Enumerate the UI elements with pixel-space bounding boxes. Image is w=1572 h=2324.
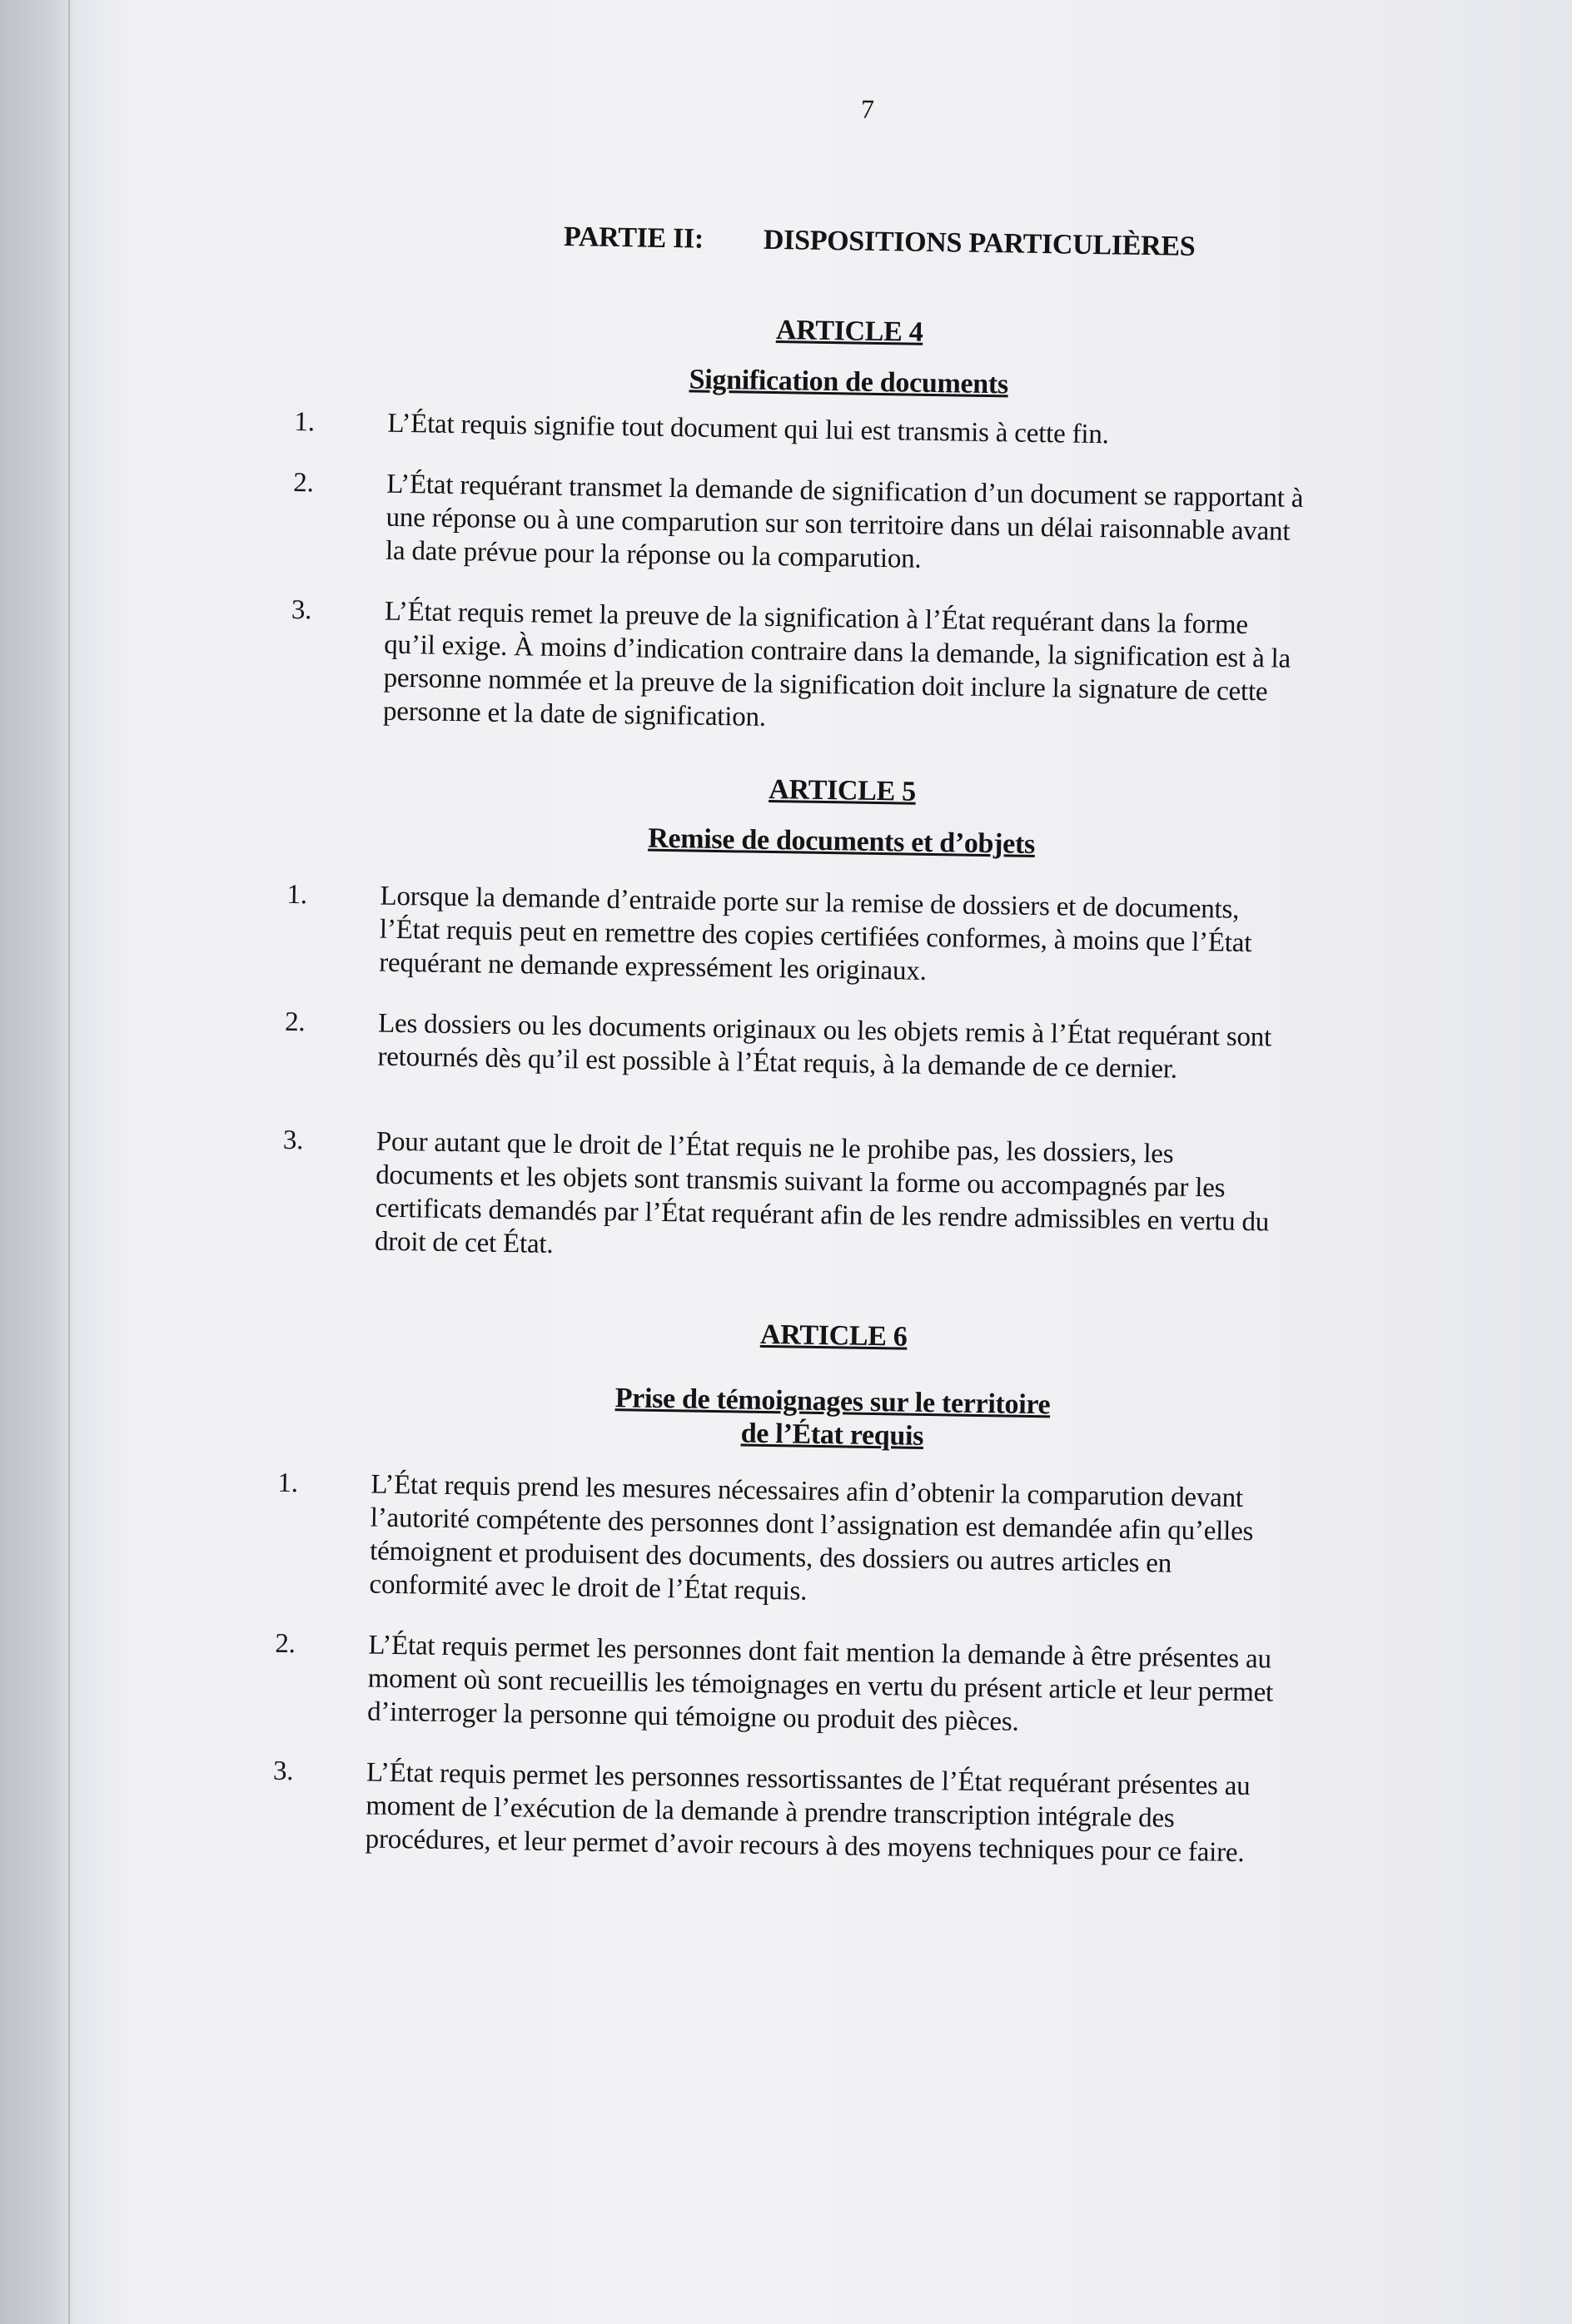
item-number: 3. xyxy=(272,1755,294,1787)
article-heading: ARTICLE 4 xyxy=(775,315,923,348)
page-number: 7 xyxy=(860,93,875,124)
article-title-line: Prise de témoignages sur le territoire xyxy=(614,1383,1051,1421)
item-number: 1. xyxy=(286,879,308,911)
article-title-line: de l’État requis xyxy=(740,1418,924,1452)
list-item xyxy=(292,466,1307,582)
item-text: L’État requis permet les personnes dont fait mention la demande à être présentes au moment où sont recueillis les témoignages en vertu du présent article et leur permet d’interroger la personne qui témoigne ou produit des pièces. xyxy=(366,1630,1274,1737)
list-item xyxy=(271,1755,1286,1870)
list-item xyxy=(286,878,1301,994)
item-number: 2. xyxy=(293,467,314,499)
list-item xyxy=(290,593,1305,742)
list-item xyxy=(274,1627,1289,1743)
item-number: 2. xyxy=(275,1628,296,1660)
item-number: 3. xyxy=(282,1125,304,1156)
article-heading: ARTICLE 6 xyxy=(759,1318,908,1353)
item-number: 3. xyxy=(291,594,312,626)
item-number: 1. xyxy=(294,406,316,438)
article-items xyxy=(290,405,1402,744)
item-text: L’État requis signifie tout document qui lui est transmis à cette fin. xyxy=(387,408,1110,450)
article-heading: ARTICLE 5 xyxy=(769,773,917,807)
article-title xyxy=(295,357,1402,408)
page-binding-edge xyxy=(68,0,70,2324)
item-text: L’État requérant transmet la demande de signification d’un document se rapportant à une réponse ou à une comparution sur son territoire dans un délai raisonnable avant la date prévue pour la réponse ou la comparution. xyxy=(385,469,1304,574)
article-5 xyxy=(281,767,1396,1274)
list-item xyxy=(276,1467,1291,1616)
part-title: DISPOSITIONS PARTICULIÈRES xyxy=(763,224,1196,262)
item-text: Les dossiers ou les documents originaux ou les objets remis à l’État requérant sont retournés dès qu’il est possible à l’État requis, à la demande de ce dernier. xyxy=(377,1008,1272,1085)
list-item xyxy=(284,1006,1298,1088)
article-title xyxy=(287,817,1395,867)
item-text: L’État requis remet la preuve de la signification à l’État requérant dans la forme qu’il exige. À moins d’indication contraire dans la demande, la signification est à la personne nommée et la preuve de la signification doit inclure la signature de cette personne et la date de signification. xyxy=(382,596,1291,732)
item-number: 2. xyxy=(284,1006,306,1038)
item-text: L’État requis prend les mesures nécessaires afin d’obtenir la comparution devant l’autorité compétente des personnes dont l’assignation est demandée afin qu’elles témoignent et produisent des documents, des dossiers ou autres articles en conformité avec le droit de l’État requis. xyxy=(369,1469,1254,1606)
part-heading xyxy=(297,217,1405,266)
article-4 xyxy=(290,307,1404,744)
page-content xyxy=(271,75,1407,1899)
article-6 xyxy=(271,1312,1387,1872)
list-item xyxy=(281,1124,1296,1273)
item-number: 1. xyxy=(277,1467,299,1499)
article-items xyxy=(281,878,1395,1274)
article-title-line: Signification de documents xyxy=(689,364,1009,400)
article-title xyxy=(278,1377,1386,1461)
article-title-line: Remise de documents et d’objets xyxy=(647,822,1036,860)
part-label: PARTIE II: xyxy=(563,221,704,255)
item-text: L’État requis permet les personnes ressortissantes de l’État requérant présentes au moment de l’exécution de la demande à prendre transcription intégrale des procédures, et leur permet d’avoir recours à des moyens techniques pour ce faire. xyxy=(365,1757,1251,1869)
item-text: Pour autant que le droit de l’État requis ne le prohibe pas, les dossiers, les documents et les objets sont transmis suivant la forme ou accompagnés par les certificats demandés par l’État requérant afin de les rendre admissibles en vertu du droit de cet État. xyxy=(374,1126,1270,1259)
item-text: Lorsque la demande d’entraide porte sur la remise de dossiers et de documents, l’État requis peut en remettre des copies certifiées conformes, à moins que l’État requérant ne demande expressément les originaux. xyxy=(378,881,1252,986)
list-item xyxy=(294,405,1307,454)
article-items xyxy=(271,1467,1385,1872)
